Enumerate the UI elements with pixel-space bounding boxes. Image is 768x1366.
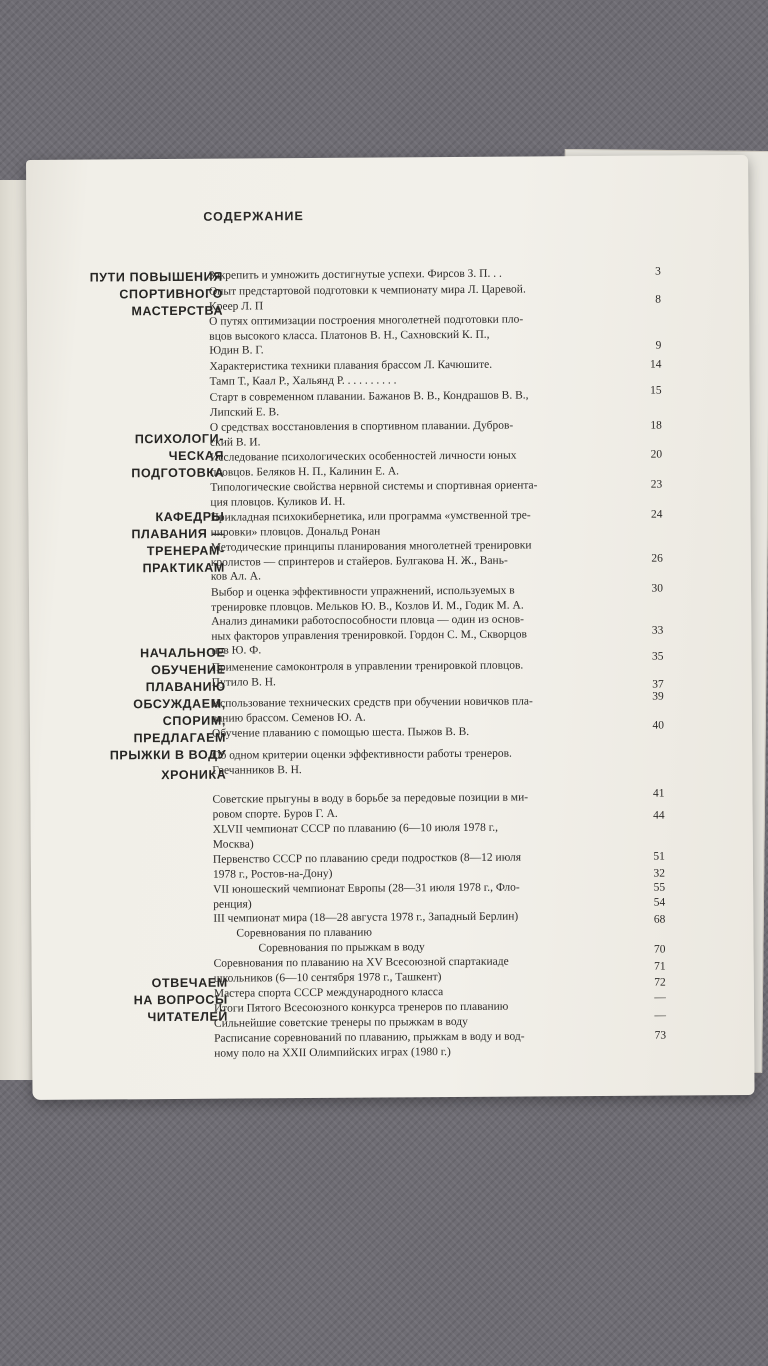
toc-entry <box>210 478 642 510</box>
page-number: 51 <box>653 850 665 863</box>
page-number: 30 <box>651 582 664 595</box>
section-heading-psychology <box>24 431 224 483</box>
section-line: ПУТИ ПОВЫШЕНИЯ <box>89 269 223 285</box>
entry-line: Путило В. Н. <box>211 675 276 689</box>
page-number: 20 <box>650 448 663 461</box>
entry-line: Применение самоконтроля в управлении тренировкой пловцов. <box>211 659 524 674</box>
entry-line: Соревнования по плаванию на XV Всесоюзной спартакиаде <box>213 955 509 970</box>
page-number: 8 <box>655 293 662 306</box>
entry-line: Мастера спорта СССР международного класса <box>213 986 444 1000</box>
page-number: 35 <box>651 650 664 663</box>
entry-line: Юдин В. Г. <box>209 344 264 357</box>
entry-line: 1978 г., Ростов-на-Дону) <box>212 867 333 881</box>
page-number: 3 <box>655 265 661 278</box>
section-line: ЧИТАТЕЛЕЙ <box>147 1009 229 1025</box>
page-number: 73 <box>654 1029 667 1042</box>
page-number: — <box>654 1009 667 1022</box>
toc-entry <box>210 508 642 540</box>
contents-page <box>26 155 755 1100</box>
section-line: ТРЕНЕРАМ- <box>146 543 225 559</box>
toc-entry <box>211 538 643 585</box>
toc-entry <box>214 954 646 986</box>
page-number: 26 <box>651 552 663 565</box>
toc-entry <box>213 850 645 882</box>
entry-line: Использование технических средств при обучении новичков пла- <box>211 695 533 710</box>
section-line: НАЧАЛЬНОЕ <box>140 645 226 661</box>
entry-line: Соревнования по плаванию <box>236 926 372 940</box>
entry-line: Старт в современном плавании. Бажанов В. В., Кондрашов В. В., <box>209 389 529 404</box>
page-number: 33 <box>651 624 664 637</box>
toc-entry <box>212 746 644 778</box>
entry-line: ных факторов управления тренировкой. Гордон С. М., Скворцов <box>211 628 527 643</box>
page-number: 68 <box>653 913 666 926</box>
section-heading-chronicle <box>26 767 226 785</box>
entry-line: вцов высокого класса. Платонов В. Н., Сахновский К. П., <box>209 328 490 343</box>
page-title: СОДЕРЖАНИЕ <box>203 209 304 224</box>
section-line: ПРЕДЛАГАЕМ <box>133 730 227 746</box>
toc-entry <box>209 357 641 389</box>
entry-line: ному поло на XXII Олимпийских играх (1980 г.) <box>214 1045 451 1060</box>
toc-entry <box>210 448 642 480</box>
page-number: 39 <box>652 690 664 703</box>
section-heading-reader-questions <box>28 975 228 1027</box>
entry-line: нов Ю. Ф. <box>211 644 262 657</box>
section-line: ЧЕСКАЯ <box>168 448 225 464</box>
entry-line: Об одном критерии оценки эффективности работы тренеров. <box>212 747 512 762</box>
section-line: ПЛАВАНИЮ <box>145 679 226 695</box>
entry-line: Первенство СССР по плаванию среди подростков (8—12 июля <box>212 851 522 866</box>
entry-line: школьников (6—10 сентября 1978 г., Ташкент) <box>213 970 442 985</box>
entry-line: Советские прыгуны в воду в борьбе за передовые позиции в ми- <box>212 791 529 806</box>
section-line: ХРОНИКА <box>161 767 227 783</box>
page-number: 37 <box>652 678 664 691</box>
entry-line: Прикладная психокибернетика, или программа «умственной тре- <box>210 509 531 524</box>
entry-line: Выбор и оценка эффективности упражнений, используемых в <box>210 584 515 599</box>
toc-entry <box>210 388 642 420</box>
toc-entry <box>236 924 668 956</box>
toc-entry <box>210 418 642 450</box>
page-number: 44 <box>653 809 665 822</box>
entry-line: Анализ динамики работоспособности пловца — один из основ- <box>211 613 525 628</box>
entry-line: Типологические свойства нервной системы и спортивная ориента- <box>210 479 538 494</box>
toc-entry <box>213 880 645 912</box>
section-line: СПОРИМ, <box>162 713 226 729</box>
toc-entry <box>213 820 645 852</box>
entry-line: Креер Л. П <box>208 299 264 313</box>
toc-entry <box>212 658 644 690</box>
page-number: 9 <box>655 339 662 352</box>
toc-entry <box>212 790 644 822</box>
entry-line: ция пловцов. Куликов И. Н. <box>210 495 346 509</box>
entry-line: ванию брассом. Семенов Ю. А. <box>211 711 366 725</box>
entry-line: ренция) <box>213 897 252 911</box>
section-line: КАФЕДРЫ <box>155 509 225 525</box>
section-line: ОБСУЖДАЕМ, <box>133 696 226 712</box>
entry-line: Закрепить и умножить достигнутые успехи. Фирсов З. П. . . <box>208 267 502 282</box>
entry-line: Методические принципы планирования многолетней тренировки <box>210 539 532 554</box>
entry-line: Обучение плаванию с помощью шеста. Пыжов В. В. <box>211 725 470 740</box>
page-number: 71 <box>654 960 666 973</box>
toc-entry <box>209 282 641 314</box>
toc-entry <box>211 612 643 659</box>
entry-line: пловцов. Беляков Н. П., Калинин Е. А. <box>210 464 400 479</box>
page-number: 41 <box>652 787 665 800</box>
page-number: 18 <box>650 419 662 432</box>
entry-line: Гречанников В. Н. <box>212 763 302 777</box>
entry-line: ков Ал. А. <box>210 570 262 583</box>
section-line: ОТВЕЧАЕМ <box>151 975 228 991</box>
section-heading-mastery <box>23 269 223 321</box>
section-line: СПОРТИВНОГО <box>119 286 223 302</box>
entry-line: ровом спорте. Буров Г. А. <box>212 807 338 821</box>
entry-line: Исследование психологических особенностей личности юных <box>210 449 517 464</box>
page-number: 15 <box>650 384 662 397</box>
toc-entry <box>211 583 643 615</box>
entry-line: кролистов — спринтеров и стайеров. Булгакова Н. Ж., Вань- <box>210 554 508 569</box>
toc-entry <box>214 1029 646 1061</box>
section-heading-departments <box>24 509 224 578</box>
page-number: 24 <box>650 508 663 521</box>
section-line: МАСТЕРСТВА <box>131 303 224 319</box>
page-number: 55 <box>653 881 666 894</box>
page-number: 23 <box>650 478 663 491</box>
entry-line: О средствах восстановления в спортивном плавании. Дубров- <box>209 419 514 434</box>
section-line: ПРАКТИКАМ <box>142 560 225 576</box>
page-number: 40 <box>652 719 665 732</box>
entry-line: Опыт предстартовой подготовки к чемпионату мира Л. Царевой. <box>208 283 526 298</box>
entry-line: Итоги Пятого Всесоюзного конкурса тренеров по плаванию <box>213 1000 509 1015</box>
toc-entry <box>209 266 641 284</box>
section-line: ПСИХОЛОГИ- <box>134 431 224 447</box>
section-line: ПЛАВАНИЯ — <box>131 526 225 542</box>
section-line: ПОДГОТОВКА <box>131 465 225 481</box>
entry-line: III чемпионат мира (18—28 августа 1978 г., Западный Берлин) <box>213 910 519 925</box>
page-number: 72 <box>654 976 666 989</box>
toc-entry <box>212 694 644 726</box>
entry-line: VII юношеский чемпионат Европы (28—31 июля 1978 г., Фло- <box>213 881 520 896</box>
entry-line: Сильнейшие советские тренеры по прыжкам в воду <box>213 1015 468 1030</box>
section-line: ОБУЧЕНИЕ <box>151 662 226 678</box>
page-number: — <box>654 991 666 1004</box>
section-line: ПРЫЖКИ В ВОДУ <box>109 747 227 763</box>
page-number: 70 <box>653 943 666 956</box>
toc-entry <box>212 724 644 742</box>
toc-entry <box>209 312 641 359</box>
section-heading-initial-training <box>25 645 226 765</box>
entry-line: Москва) <box>212 837 254 851</box>
page-number: 54 <box>653 896 666 909</box>
entry-line: Тамп Т., Каал Р., Хальянд Р. . . . . . . . . . <box>209 373 397 388</box>
entry-line: XLVII чемпионат СССР по плаванию (6—10 июля 1978 г., <box>212 821 498 836</box>
entry-line: нировки» пловцов. Дональд Ронан <box>210 525 381 539</box>
entry-line: ский В. И. <box>209 435 261 449</box>
entry-line: О путях оптимизации построения многолетней подготовки пло- <box>209 313 524 328</box>
page-number: 14 <box>649 358 662 371</box>
entry-line: Расписание соревнований по плаванию, прыжкам в воду и вод- <box>214 1030 525 1045</box>
entry-line: Соревнования по прыжкам в воду <box>258 940 425 954</box>
page-number: 32 <box>653 867 666 880</box>
section-line: НА ВОПРОСЫ <box>133 992 228 1008</box>
entry-line: Липский Е. В. <box>209 405 280 419</box>
entry-line: тренировке пловцов. Мельков Ю. В., Козлов И. М., Годик М. А. <box>211 599 524 614</box>
entry-line: Характеристика техники плавания брассом Л. Качюшите. <box>209 358 493 373</box>
